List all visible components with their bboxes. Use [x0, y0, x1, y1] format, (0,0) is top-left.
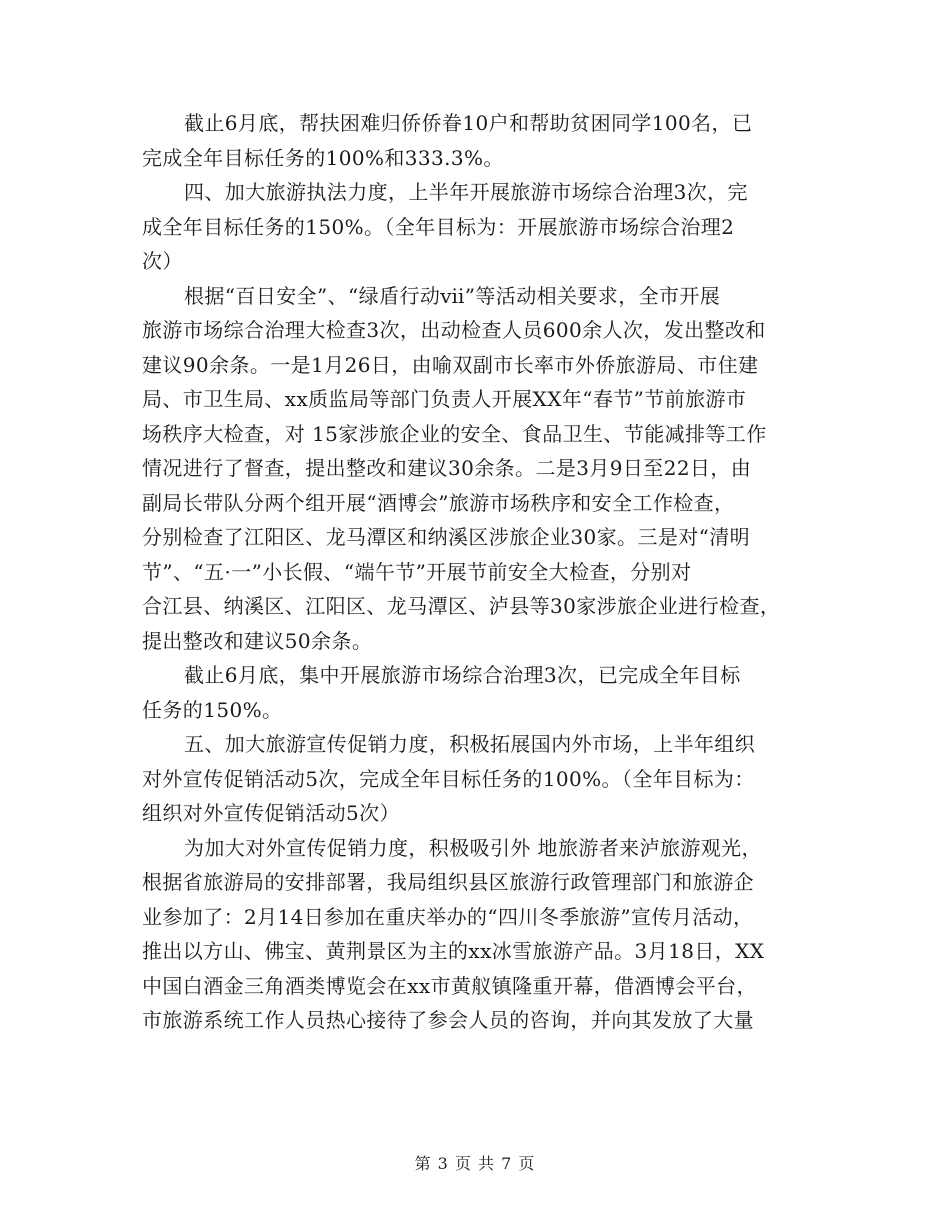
text-line: 截止6月底，帮扶困难归侨侨眷10户和帮助贫困同学100名，已	[184, 111, 753, 135]
text-line: 场秩序大检查，对 15家涉旅企业的安全、食品卫生、节能减排等工作	[142, 421, 767, 446]
text-line: 提出整改和建议50余条。	[142, 628, 373, 653]
paragraph	[142, 279, 814, 659]
paragraph	[142, 727, 814, 831]
paragraph	[142, 175, 814, 279]
text-line: 旅游市场综合治理大检查3次，出动检查人员600余人次，发出整改和	[142, 318, 766, 342]
text-line: 五、加大旅游宣传促销力度，积极拓展国内外市场，上半年组织	[184, 732, 756, 756]
text-line: 副局长带队分两个组开展“酒博会”旅游市场秩序和安全工作检查，	[142, 490, 735, 515]
text-line: 为加大对外宣传促销力度，积极吸引外 地旅游者来泸旅游观光，	[184, 835, 762, 860]
text-line: 中国白酒金三角酒类博览会在xx市黄舣镇隆重开幕，借酒博会平台，	[142, 973, 757, 998]
page-number: 第 3 页 共 7 页	[414, 1154, 536, 1173]
text-line: 组织对外宣传促销活动5次）	[142, 801, 400, 825]
text-line: 四、加大旅游执法力度，上半年开展旅游市场综合治理3次，完	[184, 180, 748, 204]
text-line: 市旅游系统工作人员热心接待了参会人员的咨询，并向其发放了大量	[142, 1008, 754, 1032]
document-body	[142, 106, 814, 1038]
text-line: 推出以方山、佛宝、黄荆景区为主的xx冰雪旅游产品。3月18日，XX	[142, 939, 765, 963]
paragraph	[142, 106, 814, 175]
text-line: 根据省旅游局的安排部署，我局组织县区旅游行政管理部门和旅游企	[142, 870, 754, 894]
paragraph	[142, 658, 814, 727]
text-line: 业参加了：2月14日参加在重庆举办的“四川冬季旅游”宣传月活动，	[142, 904, 754, 929]
text-line: 局、市卫生局、xx质监局等部门负责人开展XX年“春节”节前旅游市	[142, 387, 747, 411]
text-line: 对外宣传促销活动5次，完成全年目标任务的100%。（全年目标为：	[142, 766, 755, 791]
text-line: 成全年目标任务的150%。（全年目标为：开展旅游市场综合治理2	[142, 214, 735, 239]
text-line: 情况进行了督查，提出整改和建议30余条。二是3月9日至22日，由	[142, 456, 752, 480]
text-line: 合江县、纳溪区、江阳区、龙马潭区、泸县等30家涉旅企业进行检查，	[142, 594, 781, 618]
text-line: 根据“百日安全”、“绿盾行动ⅶ”等活动相关要求，全市开展	[184, 283, 721, 308]
text-line: 完成全年目标任务的100%和333.3%。	[142, 145, 504, 170]
text-line: 分别检查了江阳区、龙马潭区和纳溪区涉旅企业30家。三是对“清明	[142, 525, 751, 549]
text-line: 建议90余条。一是1月26日，由喻双副市长率市外侨旅游局、市住建	[142, 352, 759, 377]
text-line: 任务的150%。	[142, 697, 283, 722]
paragraph	[142, 831, 814, 1038]
text-line: 截止6月底，集中开展旅游市场综合治理3次，已完成全年目标	[184, 663, 741, 687]
text-line: 次）	[142, 249, 183, 273]
text-line: 节”、“五·一”小长假、“端午节”开展节前安全大检查，分别对	[142, 559, 692, 584]
